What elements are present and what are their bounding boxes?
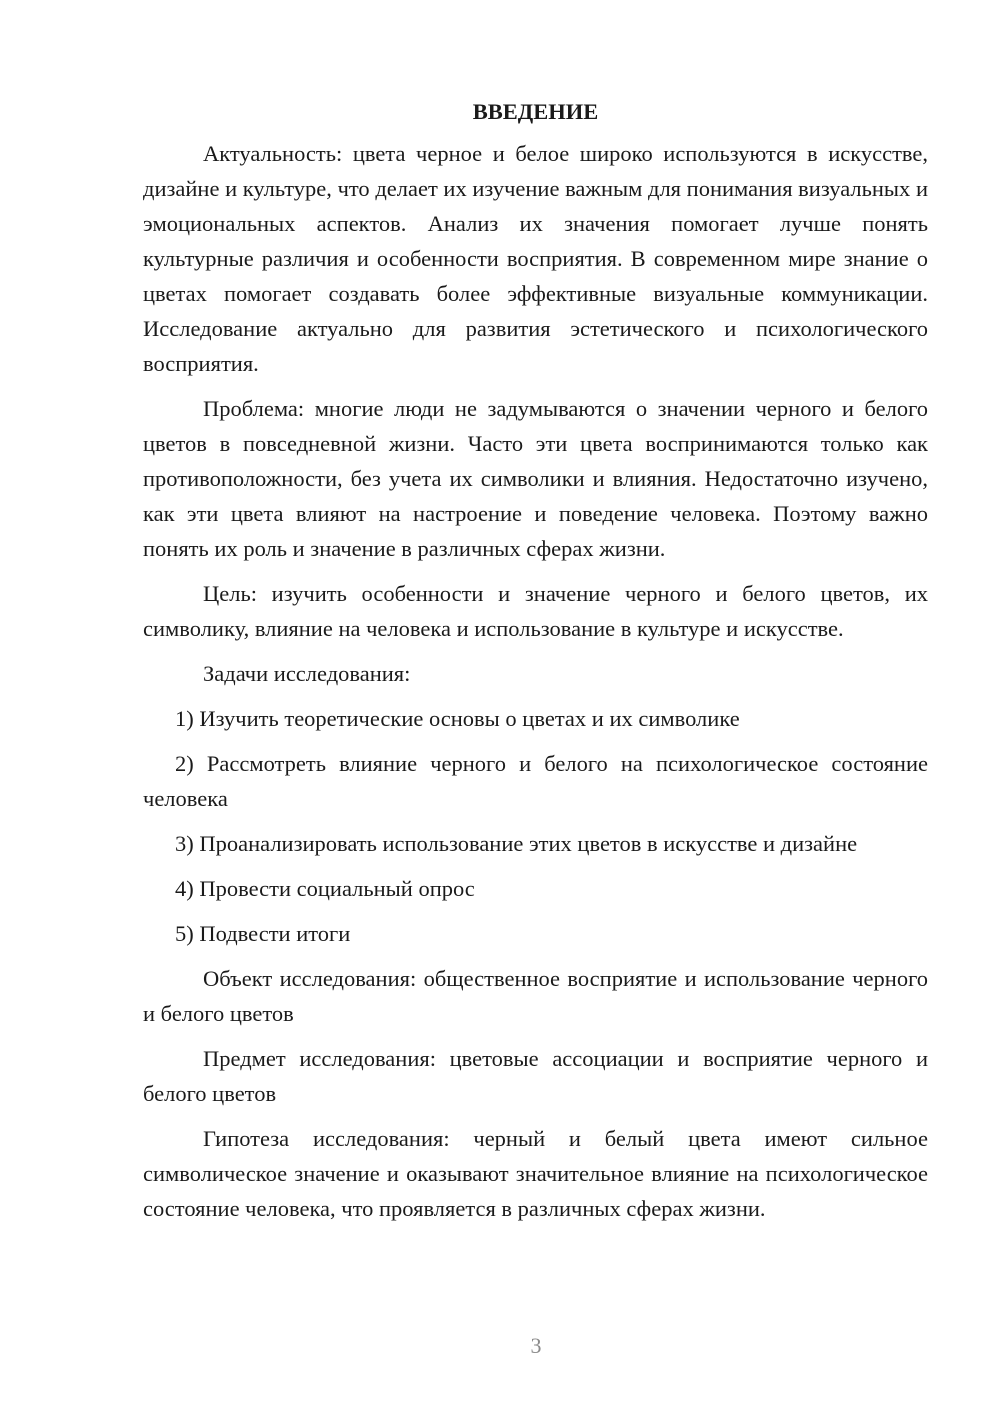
task-item: 4) Провести социальный опрос — [175, 876, 475, 901]
problem-paragraph: Проблема: многие люди не задумываются о значении черного и белого цветов в повседневной жизни. Часто эти цвета воспринимаются только как противоположности, без учета их символики и влияния. Недостаточно изучено, как эти цвета влияют на настроение и поведение человека. Поэтому важно понять их роль и значение в различных сферах жизни. — [143, 396, 928, 561]
document-body — [143, 94, 928, 1236]
tasks-heading: Задачи исследования: — [203, 661, 411, 686]
subject-paragraph: Предмет исследования: цветовые ассоциации и восприятие черного и белого цветов — [143, 1046, 928, 1106]
actuality-paragraph: Актуальность: цвета черное и белое широко используются в искусстве, дизайне и культуре, что делает их изучение важным для понимания визуальных и эмоциональных аспектов. Анализ их значения помогает лучше понять культурные различия и особенности восприятия. В современном мире знание о цветах помогает создавать более эффективные визуальные коммуникации. Исследование актуально для развития эстетического и психологического восприятия. — [143, 141, 928, 376]
section-heading: ВВЕДЕНИЕ — [472, 99, 599, 124]
hypothesis-paragraph: Гипотеза исследования: черный и белый цвета имеют сильное символическое значение и оказывают значительное влияние на психологическое состояние человека, что проявляется в различных сферах жизни. — [143, 1126, 928, 1221]
task-item: 1) Изучить теоретические основы о цветах и их символике — [175, 706, 740, 731]
object-paragraph: Объект исследования: общественное восприятие и использование черного и белого цветов — [143, 966, 928, 1026]
task-item: 5) Подвести итоги — [175, 921, 351, 946]
task-item: 3) Проанализировать использование этих цветов в искусстве и дизайне — [175, 831, 858, 856]
page-number: 3 — [530, 1333, 542, 1358]
goal-paragraph: Цель: изучить особенности и значение черного и белого цветов, их символику, влияние на человека и использование в культуре и искусстве. — [143, 581, 928, 641]
task-item: 2) Рассмотреть влияние черного и белого на психологическое состояние человека — [143, 751, 928, 811]
